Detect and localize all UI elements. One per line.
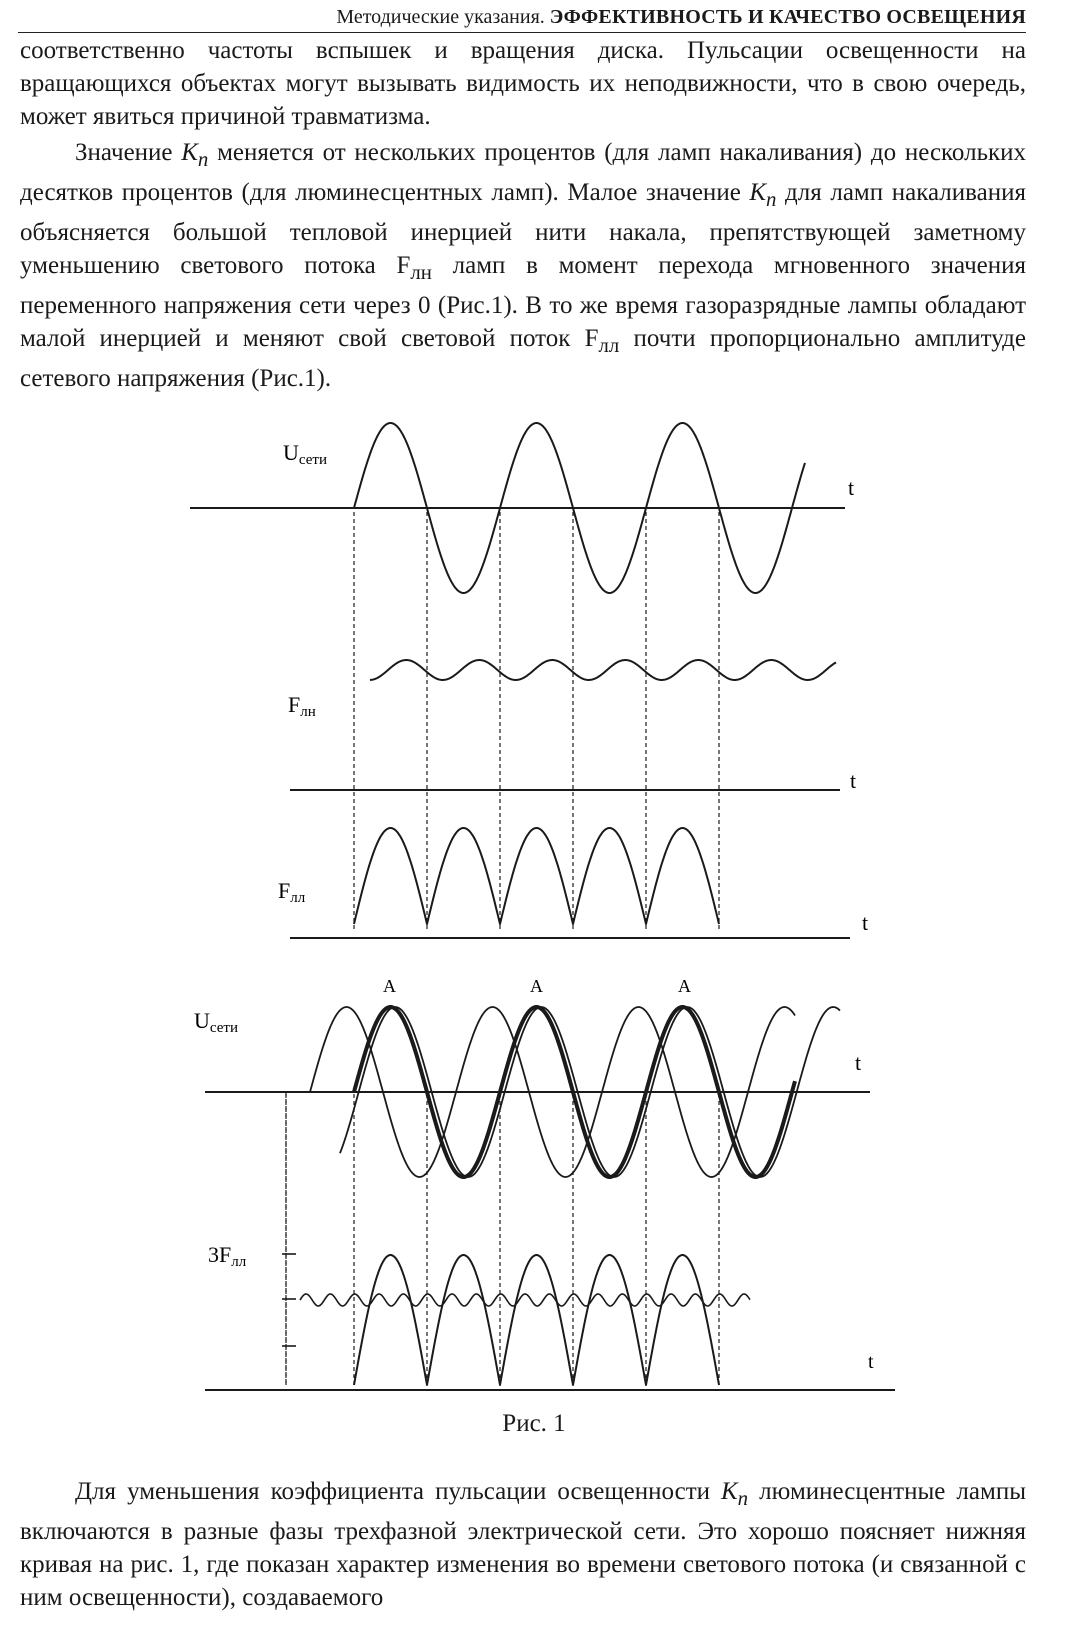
label-u-seti-3phase: Uсети bbox=[194, 1008, 238, 1036]
p2-text-e: почти пропорционально амплитуде сетевого напряжения (Рис.1). bbox=[20, 325, 1026, 392]
label-t-axis: t bbox=[868, 1351, 874, 1373]
p2-text-b: меняется от нескольких процентов (для ламп накаливания) до нескольких десятков процентов (для люминесцентных ламп). Малое значение bbox=[20, 139, 1026, 206]
phase-c-curve bbox=[340, 1007, 840, 1177]
voltage-sine-curve bbox=[354, 423, 805, 593]
label-t-axis: t bbox=[848, 475, 855, 500]
incandescent-flux-curve bbox=[370, 660, 836, 680]
total-flux-ripple-curve bbox=[300, 1294, 750, 1306]
fluorescent-flux-curve bbox=[354, 828, 719, 924]
p3-text-a: Для уменьшения коэффициента пульсации освещенности bbox=[75, 1478, 722, 1505]
kn-subscript: п bbox=[766, 187, 777, 211]
phase-a-curve-bold bbox=[354, 1007, 795, 1177]
paragraph-1: соответственно частоты вспышек и вращения диска. Пульсации освещенности на вращающихся объектах могут вызывать видимость их неподвижности, что в свою очередь, может явиться причиной травматизма. bbox=[20, 37, 1026, 130]
figure-caption: Рис. 1 bbox=[502, 1410, 566, 1437]
label-f-ln: Fлн bbox=[288, 692, 316, 720]
kn-symbol: К bbox=[749, 179, 767, 206]
p2-text-c: для ламп накаливания объясняется большой тепловой инерцией нити накала, препятствующей заметному уменьшению светового потока F bbox=[20, 179, 1026, 279]
header-text bbox=[336, 6, 1026, 29]
p2-text-a: Значение bbox=[75, 139, 182, 166]
label-u-seti: Uсети bbox=[283, 440, 327, 468]
kn-symbol: К bbox=[721, 1478, 738, 1505]
kn-subscript: п bbox=[197, 147, 209, 171]
figure-curves bbox=[190, 423, 895, 1390]
label-t-axis: t bbox=[855, 1050, 862, 1075]
phase-b-curve bbox=[310, 1007, 795, 1177]
p3-text-b: люминесцентные лампы включаются в разные фазы трехфазной электрической сети. Это хорошо поясняет нижняя кривая на рис. 1, где показан характер изменения во времени светового потока (и связанной с ним освещенности), создаваемого bbox=[20, 1478, 1026, 1611]
label-a-peak: A bbox=[383, 976, 396, 996]
fln-subscript: лн bbox=[410, 260, 432, 284]
paragraph-2 bbox=[20, 136, 1026, 395]
header-title: ЭФФЕКТИВНОСТЬ И КАЧЕСТВО ОСВЕЩЕНИЯ bbox=[549, 6, 1026, 28]
paragraph-3 bbox=[20, 1475, 1026, 1614]
label-f-ll: Fлл bbox=[278, 878, 306, 906]
label-3f-ll: 3Fлл bbox=[208, 1242, 247, 1270]
label-a-peak: A bbox=[678, 976, 691, 996]
label-t-axis: t bbox=[862, 910, 869, 935]
kn-symbol: К bbox=[181, 139, 198, 166]
p2-text-d: ламп в момент перехода мгновенного значения переменного напряжения сети через 0 (Рис.1). В то же время газоразрядные лампы обладают малой инерцией и меняют свой световой поток F bbox=[20, 252, 1026, 352]
label-t-axis: t bbox=[850, 768, 857, 793]
fluorescent-flux-phase-a bbox=[354, 1255, 719, 1385]
fll-subscript: лл bbox=[598, 333, 620, 357]
page-header bbox=[18, 6, 1026, 33]
header-series: Методические указания. bbox=[336, 6, 545, 28]
label-a-peak: A bbox=[530, 976, 543, 996]
kn-subscript: п bbox=[737, 1486, 749, 1510]
